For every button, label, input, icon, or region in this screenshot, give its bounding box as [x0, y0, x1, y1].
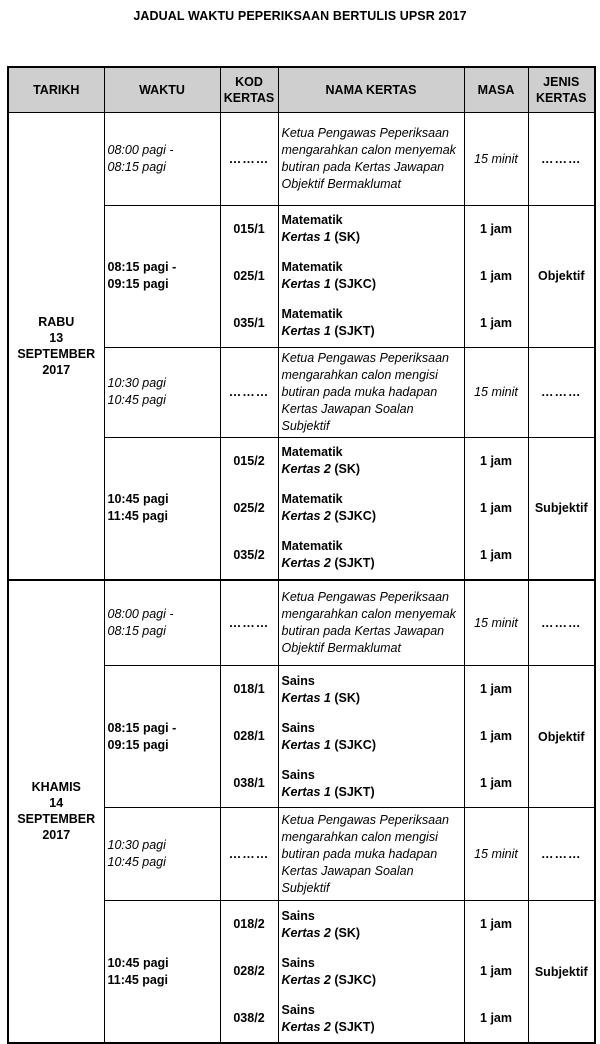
paper-code: 035/1 [233, 315, 265, 330]
time-start: 08:00 pagi - [107, 142, 174, 157]
instruction-note [278, 347, 464, 437]
header-kod-line2: KERTAS [223, 90, 275, 105]
table-row [8, 580, 595, 666]
paper-name [282, 901, 464, 948]
paper-duration: 1 jam [480, 1011, 512, 1025]
time-end: 09:15 pagi [107, 737, 169, 752]
date-cell-rabu [8, 112, 104, 580]
duration-cell: 15 minit [464, 112, 528, 205]
paper-number: Kertas 2 [281, 556, 331, 570]
type-cell: ……… [528, 347, 595, 437]
subject-name: Matematik [281, 492, 343, 506]
exam-timetable [7, 66, 596, 1044]
subject-name: Matematik [281, 260, 343, 274]
note-line: butiran pada Kertas Jawapan [281, 159, 445, 174]
note-line: mengarahkan calon menyemak [281, 142, 456, 157]
time-end: 08:15 pagi [107, 623, 166, 638]
paper-duration: 1 jam [480, 453, 512, 468]
duration-cell [464, 901, 528, 1044]
time-start: 10:30 pagi [107, 838, 166, 852]
time-cell [104, 808, 220, 901]
header-kod-kertas [220, 67, 278, 112]
time-end: 09:15 pagi [107, 277, 169, 291]
paper-code: 025/2 [233, 500, 265, 515]
duration-cell [464, 666, 528, 808]
subject-name: Matematik [281, 213, 343, 227]
type-cell: ……… [528, 112, 595, 205]
type-cell: Objektif [528, 205, 595, 347]
note-line: mengarahkan calon mengisi [281, 829, 438, 844]
duration-cell: 15 minit [464, 347, 528, 437]
time-end: 10:45 pagi [107, 393, 166, 407]
time-cell [104, 205, 220, 347]
code-cell: ……… [220, 112, 278, 205]
code-cell: ……… [220, 580, 278, 666]
time-cell [104, 112, 220, 205]
subject-name: Sains [281, 720, 315, 735]
paper-number: Kertas 1 [281, 784, 331, 799]
paper-code: 038/2 [233, 1011, 265, 1025]
time-end: 08:15 pagi [107, 159, 166, 174]
header-tarikh: TARIKH [8, 67, 104, 112]
subject-name: Sains [281, 1002, 315, 1017]
header-masa: MASA [464, 67, 528, 112]
paper-number: Kertas 2 [281, 1019, 331, 1034]
header-row [8, 67, 595, 112]
paper-duration: 1 jam [480, 776, 512, 790]
school-stream: (SJKC) [334, 737, 376, 752]
paper-number: Kertas 2 [281, 972, 331, 987]
paper-duration: 1 jam [480, 500, 512, 515]
school-stream: (SJKC) [334, 277, 376, 291]
code-cell [220, 901, 278, 1044]
duration-cell [464, 205, 528, 347]
paper-name-cell [278, 437, 464, 580]
instruction-note [278, 580, 464, 666]
note-line: butiran pada muka hadapan [281, 846, 438, 861]
school-stream: (SJKC) [334, 972, 376, 987]
school-stream: (SK) [334, 462, 361, 476]
school-stream: (SK) [334, 690, 361, 705]
note-line: butiran pada muka hadapan [281, 384, 438, 399]
school-stream: (SJKT) [334, 1019, 375, 1034]
note-line: Ketua Pengawas Peperiksaan [281, 812, 449, 827]
paper-duration: 1 jam [480, 268, 512, 283]
note-line: Objektif Bermaklumat [281, 176, 401, 191]
day-date: 13 SEPTEMBER [17, 330, 96, 361]
paper-name [282, 760, 464, 807]
duration-cell [464, 437, 528, 580]
time-start: 10:45 pagi [107, 492, 169, 506]
code-cell [220, 205, 278, 347]
time-end: 11:45 pagi [107, 509, 168, 523]
paper-code: 025/1 [233, 268, 265, 283]
paper-code: 018/1 [233, 682, 265, 696]
type-cell: ……… [528, 808, 595, 901]
paper-name [282, 948, 464, 995]
paper-code: 028/2 [233, 964, 265, 978]
subject-name: Matematik [281, 539, 343, 553]
table-row [8, 112, 595, 205]
time-cell [104, 580, 220, 666]
paper-name [282, 666, 464, 713]
duration-cell: 15 minit [464, 808, 528, 901]
duration-cell: 15 minit [464, 580, 528, 666]
paper-number: Kertas 1 [281, 737, 331, 752]
instruction-note [278, 112, 464, 205]
school-stream: (SJKT) [334, 324, 375, 338]
time-start: 08:15 pagi - [107, 720, 177, 735]
school-stream: (SK) [334, 230, 361, 244]
time-end: 11:45 pagi [107, 972, 168, 987]
paper-number: Kertas 1 [281, 324, 331, 338]
paper-duration: 1 jam [480, 729, 512, 743]
day-year: 2017 [42, 828, 71, 843]
header-waktu: WAKTU [104, 67, 220, 112]
subject-name: Matematik [281, 307, 343, 321]
header-jenis-line2: KERTAS [536, 90, 587, 105]
paper-number: Kertas 2 [281, 509, 331, 523]
date-cell-khamis [8, 580, 104, 1044]
code-cell [220, 437, 278, 580]
note-line: Ketua Pengawas Peperiksaan [281, 125, 449, 140]
school-stream: (SJKC) [334, 509, 376, 523]
subject-name: Sains [281, 767, 315, 782]
note-line: butiran pada Kertas Jawapan [281, 623, 445, 638]
paper-duration: 1 jam [480, 682, 512, 696]
paper-name [282, 438, 464, 485]
time-cell [104, 666, 220, 808]
time-start: 10:45 pagi [107, 955, 169, 970]
paper-code: 035/2 [233, 547, 265, 562]
paper-duration: 1 jam [480, 315, 512, 330]
code-cell [220, 666, 278, 808]
subject-name: Sains [281, 955, 315, 970]
code-cell: ……… [220, 347, 278, 437]
header-jenis-line1: JENIS [543, 74, 580, 89]
day-date: 14 SEPTEMBER [17, 796, 96, 827]
day-name: KHAMIS [31, 780, 81, 795]
header-nama-kertas: NAMA KERTAS [278, 67, 464, 112]
paper-duration: 1 jam [480, 547, 512, 562]
header-kod-line1: KOD [235, 74, 263, 89]
subject-name: Sains [281, 908, 315, 923]
school-stream: (SK) [334, 925, 361, 940]
day-name: RABU [38, 314, 75, 329]
paper-name [282, 253, 464, 300]
time-start: 08:15 pagi - [107, 260, 177, 274]
paper-name [282, 206, 464, 253]
paper-name [282, 300, 464, 347]
paper-name [282, 532, 464, 579]
paper-name-cell [278, 666, 464, 808]
time-cell [104, 347, 220, 437]
paper-number: Kertas 1 [281, 277, 331, 291]
paper-name [282, 485, 464, 532]
paper-name [282, 995, 464, 1042]
note-line: Objektif Bermaklumat [281, 640, 401, 655]
note-line: Kertas Jawapan Soalan Subjektif [281, 863, 414, 895]
subject-name: Sains [281, 673, 315, 688]
subject-name: Matematik [281, 445, 343, 459]
paper-duration: 1 jam [480, 221, 512, 236]
paper-name-cell [278, 901, 464, 1044]
paper-code: 038/1 [233, 776, 265, 790]
paper-code: 028/1 [233, 729, 265, 743]
paper-number: Kertas 1 [281, 230, 331, 244]
header-jenis-kertas [528, 67, 595, 112]
time-cell [104, 901, 220, 1044]
note-line: Kertas Jawapan Soalan Subjektif [281, 401, 414, 433]
paper-code: 015/1 [233, 221, 265, 236]
school-stream: (SJKT) [334, 784, 375, 799]
paper-code: 015/2 [233, 453, 265, 468]
page-title: JADUAL WAKTU PEPERIKSAAN BERTULIS UPSR 2017 [133, 9, 467, 23]
note-line: Ketua Pengawas Peperiksaan [281, 350, 449, 365]
paper-code: 018/2 [233, 917, 265, 931]
note-line: Ketua Pengawas Peperiksaan [281, 589, 449, 604]
day-year: 2017 [42, 362, 71, 377]
paper-duration: 1 jam [480, 964, 512, 978]
code-cell: ……… [220, 808, 278, 901]
note-line: mengarahkan calon mengisi [281, 367, 438, 382]
time-start: 08:00 pagi - [107, 606, 174, 621]
school-stream: (SJKT) [334, 556, 375, 570]
note-line: mengarahkan calon menyemak [281, 606, 456, 621]
instruction-note [278, 808, 464, 901]
type-cell: Subjektif [528, 437, 595, 580]
type-cell: ……… [528, 580, 595, 666]
time-start: 10:30 pagi [107, 376, 166, 390]
paper-number: Kertas 2 [281, 925, 331, 940]
paper-number: Kertas 2 [281, 462, 331, 476]
paper-name [282, 713, 464, 760]
time-cell [104, 437, 220, 580]
paper-duration: 1 jam [480, 917, 512, 931]
type-cell: Subjektif [528, 901, 595, 1044]
time-end: 10:45 pagi [107, 855, 166, 869]
paper-number: Kertas 1 [281, 690, 331, 705]
type-cell: Objektif [528, 666, 595, 808]
paper-name-cell [278, 205, 464, 347]
